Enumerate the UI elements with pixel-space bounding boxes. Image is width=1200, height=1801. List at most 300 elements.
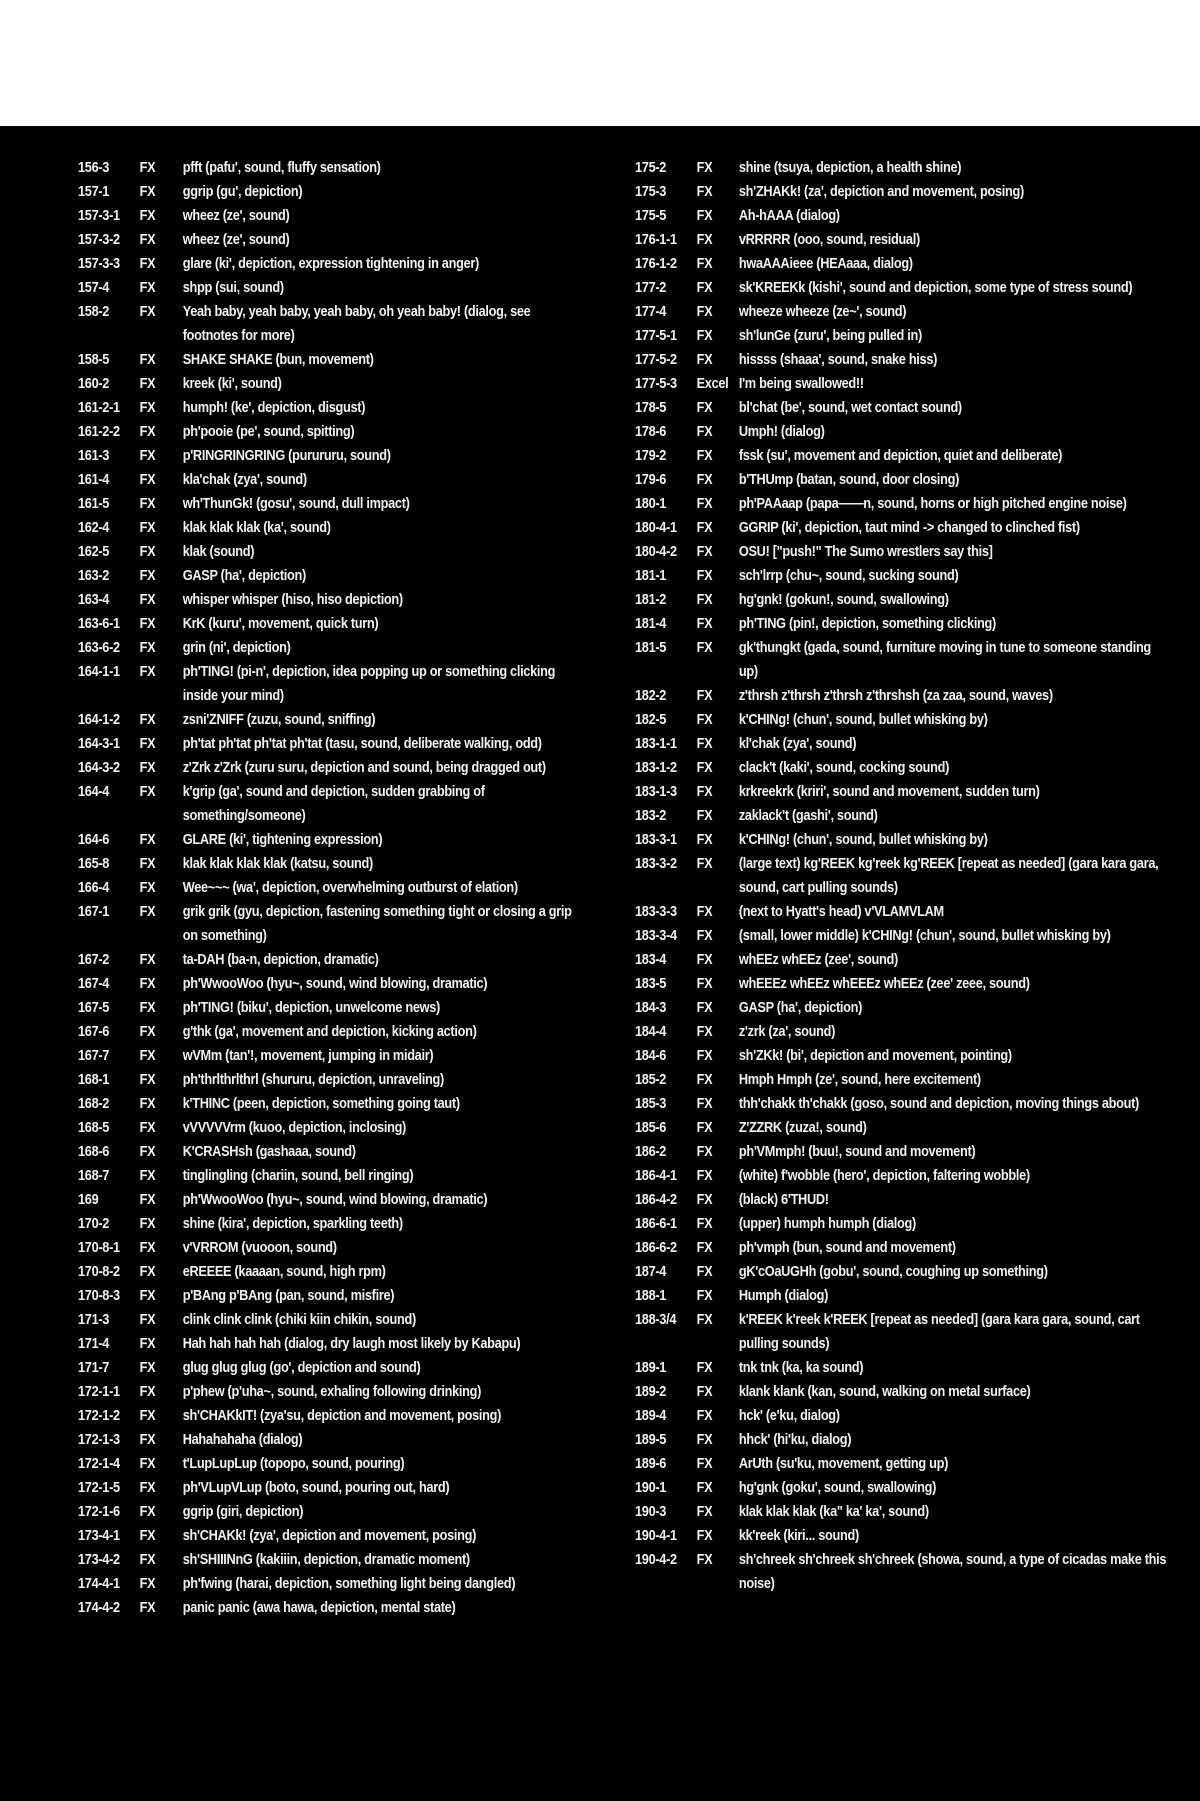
fx-entry-type: FX (139, 256, 156, 272)
fx-entry-description: shine (kira', depiction, sparkling teeth) (182, 1216, 403, 1232)
fx-entry-type: FX (696, 544, 713, 560)
fx-entry-description: ph'tat ph'tat ph'tat ph'tat (tasu, sound, deliberate walking, odd) (182, 736, 542, 752)
fx-entry-type: FX (139, 712, 156, 728)
fx-entry-page-ref: 163-6-2 (78, 640, 120, 656)
fx-entry-page-ref: 173-4-2 (78, 1552, 120, 1568)
fx-entry-type: FX (139, 832, 156, 848)
fx-entry-page-ref: 181-4 (635, 616, 667, 632)
fx-entry (78, 732, 578, 756)
fx-entry-description: hg'gnk! (gokun!, sound, swallowing) (738, 592, 949, 608)
fx-entry-type: FX (139, 760, 156, 776)
fx-entry-type: FX (696, 1552, 713, 1568)
fx-entry-description: p'BAng p'BAng (pan, sound, misfire) (182, 1288, 395, 1304)
fx-entry (635, 828, 1170, 852)
fx-entry-description: sh'ZHAKk! (za', depiction and movement, posing) (738, 184, 1024, 200)
fx-entry-type: FX (696, 520, 713, 536)
fx-entry (635, 396, 1170, 420)
fx-entry-description: vRRRRR (ooo, sound, residual) (738, 232, 920, 248)
fx-entry (635, 420, 1170, 444)
fx-entry (78, 468, 578, 492)
fx-entry-page-ref: 163-4 (78, 592, 110, 608)
fx-entry (635, 1380, 1170, 1404)
fx-entry-description: sk'KREEKk (kishi', sound and depiction, some type of stress sound) (738, 280, 1133, 296)
fx-entry-type: FX (696, 1480, 713, 1496)
fx-entry-page-ref: 157-1 (78, 184, 110, 200)
fx-entry-description: hhck' (hi'ku, dialog) (738, 1432, 852, 1448)
fx-entry-description: wheez (ze', sound) (182, 232, 290, 248)
fx-entry (78, 1404, 578, 1428)
fx-entry-type: FX (696, 304, 713, 320)
fx-entry-page-ref: 185-3 (635, 1096, 667, 1112)
fx-entry-description: shpp (sui, sound) (182, 280, 284, 296)
fx-entry-type: FX (139, 232, 156, 248)
fx-entry-description: k'CHINg! (chun', sound, bullet whisking by) (738, 712, 988, 728)
fx-entry-page-ref: 167-1 (78, 904, 110, 920)
fx-entry (635, 1356, 1170, 1380)
fx-entry-description: hck' (e'ku, dialog) (738, 1408, 840, 1424)
fx-entry-type: FX (696, 952, 713, 968)
fx-entry-type: FX (696, 976, 713, 992)
fx-entry (635, 1524, 1170, 1548)
fx-entry (78, 1284, 578, 1308)
fx-entry (635, 1116, 1170, 1140)
fx-entry-type: FX (139, 1120, 156, 1136)
fx-entry (635, 948, 1170, 972)
fx-entry-description: GASP (ha', depiction) (738, 1000, 863, 1016)
fx-entry-description: Umph! (dialog) (738, 424, 825, 440)
fx-entry-type: FX (139, 1432, 156, 1448)
fx-entry-description: wVMm (tan'!, movement, jumping in midair) (182, 1048, 434, 1064)
fx-entry-description: t'LupLupLup (topopo, sound, pouring) (182, 1456, 405, 1472)
fx-entry-page-ref: 187-4 (635, 1264, 667, 1280)
fx-entry (635, 252, 1170, 276)
fx-entry-type: FX (139, 496, 156, 512)
fx-entry-type: FX (139, 352, 156, 368)
fx-entry-page-ref: 190-3 (635, 1504, 667, 1520)
fx-entry-page-ref: 176-1-1 (635, 232, 677, 248)
fx-entry-description: (large text) kg'REEK kg'reek kg'REEK [repeat as needed] (gara kara gara, sound, cart pulling sounds) (738, 856, 1159, 896)
fx-entry-page-ref: 157-3-3 (78, 256, 120, 272)
fx-entry-page-ref: 172-1-5 (78, 1480, 120, 1496)
fx-entry-page-ref: 171-3 (78, 1312, 110, 1328)
fx-entry-page-ref: 166-4 (78, 880, 110, 896)
fx-entry-page-ref: 180-4-2 (635, 544, 677, 560)
fx-entry-description: ta-DAH (ba-n, depiction, dramatic) (182, 952, 379, 968)
fx-entry-description: panic panic (awa hawa, depiction, mental state) (182, 1600, 456, 1616)
fx-entry-description: hg'gnk (goku', sound, swallowing) (738, 1480, 937, 1496)
fx-entry (78, 612, 578, 636)
fx-entry-description: klank klank (kan, sound, walking on metal surface) (738, 1384, 1031, 1400)
fx-entry-type: FX (696, 856, 713, 872)
fx-entry-page-ref: 183-4 (635, 952, 667, 968)
fx-entry (78, 780, 578, 828)
fx-entry-type: FX (139, 1456, 156, 1472)
fx-entry-type: FX (139, 952, 156, 968)
fx-entry-page-ref: 165-8 (78, 856, 110, 872)
fx-entry-page-ref: 175-3 (635, 184, 667, 200)
fx-entry-type: FX (696, 568, 713, 584)
fx-entry-description: whEEz whEEz (zee', sound) (738, 952, 898, 968)
fx-entry (78, 492, 578, 516)
fx-entry (635, 1140, 1170, 1164)
fx-entry-page-ref: 160-2 (78, 376, 110, 392)
fx-entry (635, 372, 1170, 396)
fx-entry-type: FX (139, 1168, 156, 1184)
fx-entry-type: FX (139, 280, 156, 296)
fx-entry-description: Ah-hAAA (dialog) (738, 208, 840, 224)
fx-entry-description: ph'PAAaap (papa——n, sound, horns or high pitched engine noise) (738, 496, 1127, 512)
fx-entry (78, 1068, 578, 1092)
fx-entry-page-ref: 180-1 (635, 496, 667, 512)
fx-entry-page-ref: 185-2 (635, 1072, 667, 1088)
fx-entry-page-ref: 189-6 (635, 1456, 667, 1472)
fx-entry-page-ref: 181-1 (635, 568, 667, 584)
fx-entry-description: (black) 6'THUD! (738, 1192, 829, 1208)
fx-entry-page-ref: 182-5 (635, 712, 667, 728)
fx-entry-page-ref: 156-3 (78, 160, 110, 176)
fx-entry (635, 1308, 1170, 1356)
fx-entry (78, 1212, 578, 1236)
fx-entry-type: FX (696, 1264, 713, 1280)
fx-entry-page-ref: 172-1-6 (78, 1504, 120, 1520)
fx-entry (78, 1596, 578, 1620)
fx-entry-page-ref: 174-4-1 (78, 1576, 120, 1592)
fx-entry (78, 540, 578, 564)
fx-entry-page-ref: 184-3 (635, 1000, 667, 1016)
fx-entry-description: ph'vmph (bun, sound and movement) (738, 1240, 956, 1256)
fx-entry-description: ph'TING! (biku', depiction, unwelcome news) (182, 1000, 440, 1016)
fx-entry-type: FX (696, 928, 713, 944)
fx-entry-description: k'grip (ga', sound and depiction, sudden grabbing of something/someone) (182, 784, 485, 824)
fx-entry-page-ref: 185-6 (635, 1120, 667, 1136)
fx-entry (78, 1236, 578, 1260)
fx-entry-description: sh'SHIIINnG (kakiiin, depiction, dramatic moment) (182, 1552, 470, 1568)
fx-entry-description: ArUth (su'ku, movement, getting up) (738, 1456, 949, 1472)
fx-entry (635, 1476, 1170, 1500)
fx-entry (78, 756, 578, 780)
fx-entry-type: FX (696, 712, 713, 728)
fx-entry (635, 732, 1170, 756)
fx-entry-type: FX (696, 184, 713, 200)
fx-entry (635, 900, 1170, 924)
fx-entry-description: sh'lunGe (zuru', being pulled in) (738, 328, 922, 344)
fx-entry-type: FX (139, 736, 156, 752)
fx-entry (78, 1356, 578, 1380)
fx-entry (635, 324, 1170, 348)
fx-entry-type: FX (696, 448, 713, 464)
fx-entry-page-ref: 186-4-1 (635, 1168, 677, 1184)
fx-entry-description: ph'WwooWoo (hyu~, sound, wind blowing, dramatic) (182, 976, 488, 992)
fx-entry (635, 300, 1170, 324)
fx-entry-type: FX (696, 1096, 713, 1112)
fx-entry-page-ref: 183-1-2 (635, 760, 677, 776)
fx-entry-description: shine (tsuya, depiction, a health shine) (738, 160, 962, 176)
fx-entry-page-ref: 178-6 (635, 424, 667, 440)
fx-entry-type: FX (139, 448, 156, 464)
fx-entry (635, 1092, 1170, 1116)
fx-entry-page-ref: 164-1-2 (78, 712, 120, 728)
fx-entry-type: FX (696, 208, 713, 224)
fx-entry-page-ref: 162-5 (78, 544, 110, 560)
fx-entry-page-ref: 177-4 (635, 304, 667, 320)
fx-entry-type: FX (139, 1264, 156, 1280)
fx-entry-description: ph'TING! (pi-n', depiction, idea popping up or something clicking inside your mind) (182, 664, 556, 704)
fx-entry (635, 468, 1170, 492)
fx-entry-page-ref: 170-2 (78, 1216, 110, 1232)
fx-entry-description: b'THUmp (batan, sound, door closing) (738, 472, 960, 488)
fx-entry (635, 348, 1170, 372)
fx-entry-page-ref: 186-4-2 (635, 1192, 677, 1208)
fx-entry-description: Wee~~~ (wa', depiction, overwhelming outburst of elation) (182, 880, 518, 896)
fx-entry-type: FX (696, 1528, 713, 1544)
fx-entry-type: FX (696, 256, 713, 272)
fx-entry-type: FX (696, 592, 713, 608)
fx-entry-description: Yeah baby, yeah baby, yeah baby, oh yeah baby! (dialog, see footnotes for more) (182, 304, 531, 344)
fx-entry-description: ph'VLupVLup (boto, sound, pouring out, hard) (182, 1480, 450, 1496)
fx-entry-type: Excel (696, 376, 729, 392)
fx-entry-description: hwaAAAieee (HEAaaa, dialog) (738, 256, 913, 272)
fx-entry-type: FX (139, 1360, 156, 1376)
fx-entry (635, 636, 1170, 684)
fx-entry-type: FX (139, 592, 156, 608)
fx-entry (635, 516, 1170, 540)
fx-entry-page-ref: 175-2 (635, 160, 667, 176)
fx-entry-description: humph! (ke', depiction, disgust) (182, 400, 366, 416)
fx-entry (635, 756, 1170, 780)
fx-entry-page-ref: 164-3-1 (78, 736, 120, 752)
fx-entry (78, 1116, 578, 1140)
fx-entry (635, 1236, 1170, 1260)
fx-entry-page-ref: 167-2 (78, 952, 110, 968)
fx-entry-type: FX (696, 1216, 713, 1232)
fx-entry-description: v'VRROM (vuooon, sound) (182, 1240, 337, 1256)
fx-entry (635, 1284, 1170, 1308)
fx-entry-page-ref: 157-3-2 (78, 232, 120, 248)
fx-entry-type: FX (139, 1576, 156, 1592)
fx-entry-description: z'thrsh z'thrsh z'thrsh z'thrshsh (za zaa, sound, waves) (738, 688, 1053, 704)
fx-entry-page-ref: 186-6-2 (635, 1240, 677, 1256)
fx-entry-page-ref: 180-4-1 (635, 520, 677, 536)
fx-entry-page-ref: 162-4 (78, 520, 110, 536)
fx-entry (78, 348, 578, 372)
fx-entry-page-ref: 181-2 (635, 592, 667, 608)
fx-entry-type: FX (696, 232, 713, 248)
fx-entry-description: p'RINGRINGRING (purururu, sound) (182, 448, 391, 464)
fx-entry-page-ref: 172-1-3 (78, 1432, 120, 1448)
fx-entry-description: kl'chak (zya', sound) (738, 736, 857, 752)
fx-entry-page-ref: 183-2 (635, 808, 667, 824)
fx-entry-page-ref: 188-3/4 (635, 1312, 677, 1328)
fx-entry (635, 924, 1170, 948)
fx-entry (635, 1548, 1170, 1596)
fx-entry-description: vVVVVVrm (kuoo, depiction, inclosing) (182, 1120, 407, 1136)
fx-entry-type: FX (139, 400, 156, 416)
fx-entry-page-ref: 158-2 (78, 304, 110, 320)
fx-entry-page-ref: 168-5 (78, 1120, 110, 1136)
fx-entry-description: sch'lrrp (chu~, sound, sucking sound) (738, 568, 959, 584)
fx-entry-description: k'CHINg! (chun', sound, bullet whisking by) (738, 832, 988, 848)
fx-entry-page-ref: 183-3-3 (635, 904, 677, 920)
fx-column-right (635, 156, 1170, 1596)
fx-entry-page-ref: 189-4 (635, 1408, 667, 1424)
fx-entry-page-ref: 171-7 (78, 1360, 110, 1376)
fx-entry-type: FX (139, 544, 156, 560)
fx-entry-description: kreek (ki', sound) (182, 376, 282, 392)
fx-entry (78, 300, 578, 348)
fx-entry-description: glug glug glug (go', depiction and sound) (182, 1360, 421, 1376)
fx-entry-type: FX (696, 1048, 713, 1064)
fx-entry-description: OSU! ["push!" The Sumo wrestlers say this] (738, 544, 993, 560)
fx-entry (78, 1548, 578, 1572)
fx-entry (635, 1188, 1170, 1212)
fx-entry (78, 708, 578, 732)
fx-entry-description: (next to Hyatt's head) v'VLAMVLAM (738, 904, 944, 920)
fx-entry-description: grin (ni', depiction) (182, 640, 291, 656)
fx-entry (78, 444, 578, 468)
fx-entry-description: p'phew (p'uha~, sound, exhaling following drinking) (182, 1384, 482, 1400)
fx-entry-page-ref: 179-6 (635, 472, 667, 488)
fx-entry-type: FX (139, 424, 156, 440)
fx-entry-page-ref: 172-1-1 (78, 1384, 120, 1400)
fx-entry (635, 1020, 1170, 1044)
fx-entry-description: z'zrk (za', sound) (738, 1024, 836, 1040)
fx-entry-page-ref: 183-3-4 (635, 928, 677, 944)
fx-entry-description: klak klak klak (ka" ka' ka', sound) (738, 1504, 929, 1520)
fx-entry-description: hissss (shaaa', sound, snake hiss) (738, 352, 938, 368)
fx-entry-page-ref: 170-8-3 (78, 1288, 120, 1304)
fx-entry-type: FX (696, 472, 713, 488)
fx-entry (78, 1188, 578, 1212)
fx-entry (635, 1500, 1170, 1524)
fx-entry-type: FX (696, 1360, 713, 1376)
fx-entry (78, 588, 578, 612)
fx-entry-description: bl'chat (be', sound, wet contact sound) (738, 400, 962, 416)
fx-entry-type: FX (696, 496, 713, 512)
fx-entry-description: Z'ZZRK (zuza!, sound) (738, 1120, 867, 1136)
fx-entry-page-ref: 173-4-1 (78, 1528, 120, 1544)
fx-entry (635, 1068, 1170, 1092)
fx-entry (78, 180, 578, 204)
fx-entry-page-ref: 169 (78, 1192, 99, 1208)
fx-entry (78, 876, 578, 900)
fx-entry-type: FX (139, 1480, 156, 1496)
fx-entry-type: FX (696, 1192, 713, 1208)
fx-entry-page-ref: 172-1-4 (78, 1456, 120, 1472)
fx-entry (78, 1260, 578, 1284)
fx-entry (78, 972, 578, 996)
fx-entry-description: tnk tnk (ka, ka sound) (738, 1360, 864, 1376)
fx-entry-type: FX (139, 1024, 156, 1040)
fx-entry-type: FX (139, 1408, 156, 1424)
fx-entry-page-ref: 167-6 (78, 1024, 110, 1040)
fx-entry-type: FX (696, 1120, 713, 1136)
fx-entry-description: kla'chak (zya', sound) (182, 472, 307, 488)
fx-entry-page-ref: 177-2 (635, 280, 667, 296)
fx-entry (635, 564, 1170, 588)
fx-entry-description: ph'TING (pin!, depiction, something clicking) (738, 616, 996, 632)
fx-entry-page-ref: 174-4-2 (78, 1600, 120, 1616)
fx-entry-description: Hahahahaha (dialog) (182, 1432, 303, 1448)
fx-entry-type: FX (139, 880, 156, 896)
fx-entry (78, 372, 578, 396)
fx-entry-page-ref: 172-1-2 (78, 1408, 120, 1424)
fx-entry-type: FX (696, 1072, 713, 1088)
fx-entry-type: FX (696, 1144, 713, 1160)
fx-entry-page-ref: 189-2 (635, 1384, 667, 1400)
fx-entry (635, 684, 1170, 708)
fx-entry (78, 948, 578, 972)
fx-column-left (78, 156, 578, 1620)
fx-entry-type: FX (696, 280, 713, 296)
fx-entry-description: sh'chreek sh'chreek sh'chreek (showa, sound, a type of cicadas make this noise) (738, 1552, 1167, 1592)
fx-entry-type: FX (696, 424, 713, 440)
fx-entry-page-ref: 168-7 (78, 1168, 110, 1184)
fx-entry-description: wheez (ze', sound) (182, 208, 290, 224)
fx-entry-page-ref: 182-2 (635, 688, 667, 704)
fx-entry-page-ref: 177-5-2 (635, 352, 677, 368)
fx-entry-type: FX (696, 1432, 713, 1448)
fx-entry (78, 828, 578, 852)
fx-entry-type: FX (139, 1528, 156, 1544)
fx-entry-description: (white) f'wobble (hero', depiction, faltering wobble) (738, 1168, 1030, 1184)
fx-entry-type: FX (139, 1336, 156, 1352)
fx-entry-page-ref: 164-4 (78, 784, 110, 800)
fx-entry-type: FX (139, 664, 156, 680)
fx-entry-page-ref: 163-2 (78, 568, 110, 584)
fx-entry-description: Hmph Hmph (ze', sound, here excitement) (738, 1072, 981, 1088)
fx-entry-type: FX (139, 1312, 156, 1328)
fx-entry-description: pfft (pafu', sound, fluffy sensation) (182, 160, 381, 176)
fx-entry (78, 252, 578, 276)
fx-entry-description: z'Zrk z'Zrk (zuru suru, depiction and sound, being dragged out) (182, 760, 546, 776)
fx-entry-description: fssk (su', movement and depiction, quiet and deliberate) (738, 448, 1063, 464)
fx-entry-description: klak klak klak (ka', sound) (182, 520, 331, 536)
fx-entry-type: FX (696, 784, 713, 800)
fx-entry (78, 516, 578, 540)
fx-entry-description: wheeze wheeze (ze~', sound) (738, 304, 907, 320)
fx-entry-type: FX (696, 1240, 713, 1256)
fx-entry (635, 492, 1170, 516)
fx-entry-page-ref: 161-2-2 (78, 424, 120, 440)
fx-entry-description: g'thk (ga', movement and depiction, kicking action) (182, 1024, 477, 1040)
fx-entry-type: FX (696, 1504, 713, 1520)
fx-entry (635, 204, 1170, 228)
fx-entry-type: FX (139, 976, 156, 992)
fx-entry-description: gk'thungkt (gada, sound, furniture moving in tune to someone standing up) (738, 640, 1151, 680)
fx-entry-page-ref: 164-6 (78, 832, 110, 848)
fx-entry-page-ref: 157-4 (78, 280, 110, 296)
fx-entry-page-ref: 170-8-2 (78, 1264, 120, 1280)
fx-entry-description: ph'WwooWoo (hyu~, sound, wind blowing, dramatic) (182, 1192, 488, 1208)
fx-entry-page-ref: 161-2-1 (78, 400, 120, 416)
fx-entry (78, 1164, 578, 1188)
fx-entry-description: I'm being swallowed!! (738, 376, 864, 392)
fx-entry-description: eREEEE (kaaaan, sound, high rpm) (182, 1264, 386, 1280)
fx-entry-description: gK'cOaUGHh (gobu', sound, coughing up something) (738, 1264, 1048, 1280)
fx-entry (78, 396, 578, 420)
fx-entry (78, 852, 578, 876)
fx-entry-type: FX (696, 400, 713, 416)
fx-entry-page-ref: 163-6-1 (78, 616, 120, 632)
fx-entry (78, 1308, 578, 1332)
fx-entry (635, 612, 1170, 636)
fx-entry-page-ref: 183-5 (635, 976, 667, 992)
fx-entry (78, 420, 578, 444)
fx-entry-description: zsni'ZNIFF (zuzu, sound, sniffing) (182, 712, 376, 728)
fx-entry (635, 156, 1170, 180)
fx-entry (635, 1452, 1170, 1476)
fx-entry-page-ref: 177-5-1 (635, 328, 677, 344)
